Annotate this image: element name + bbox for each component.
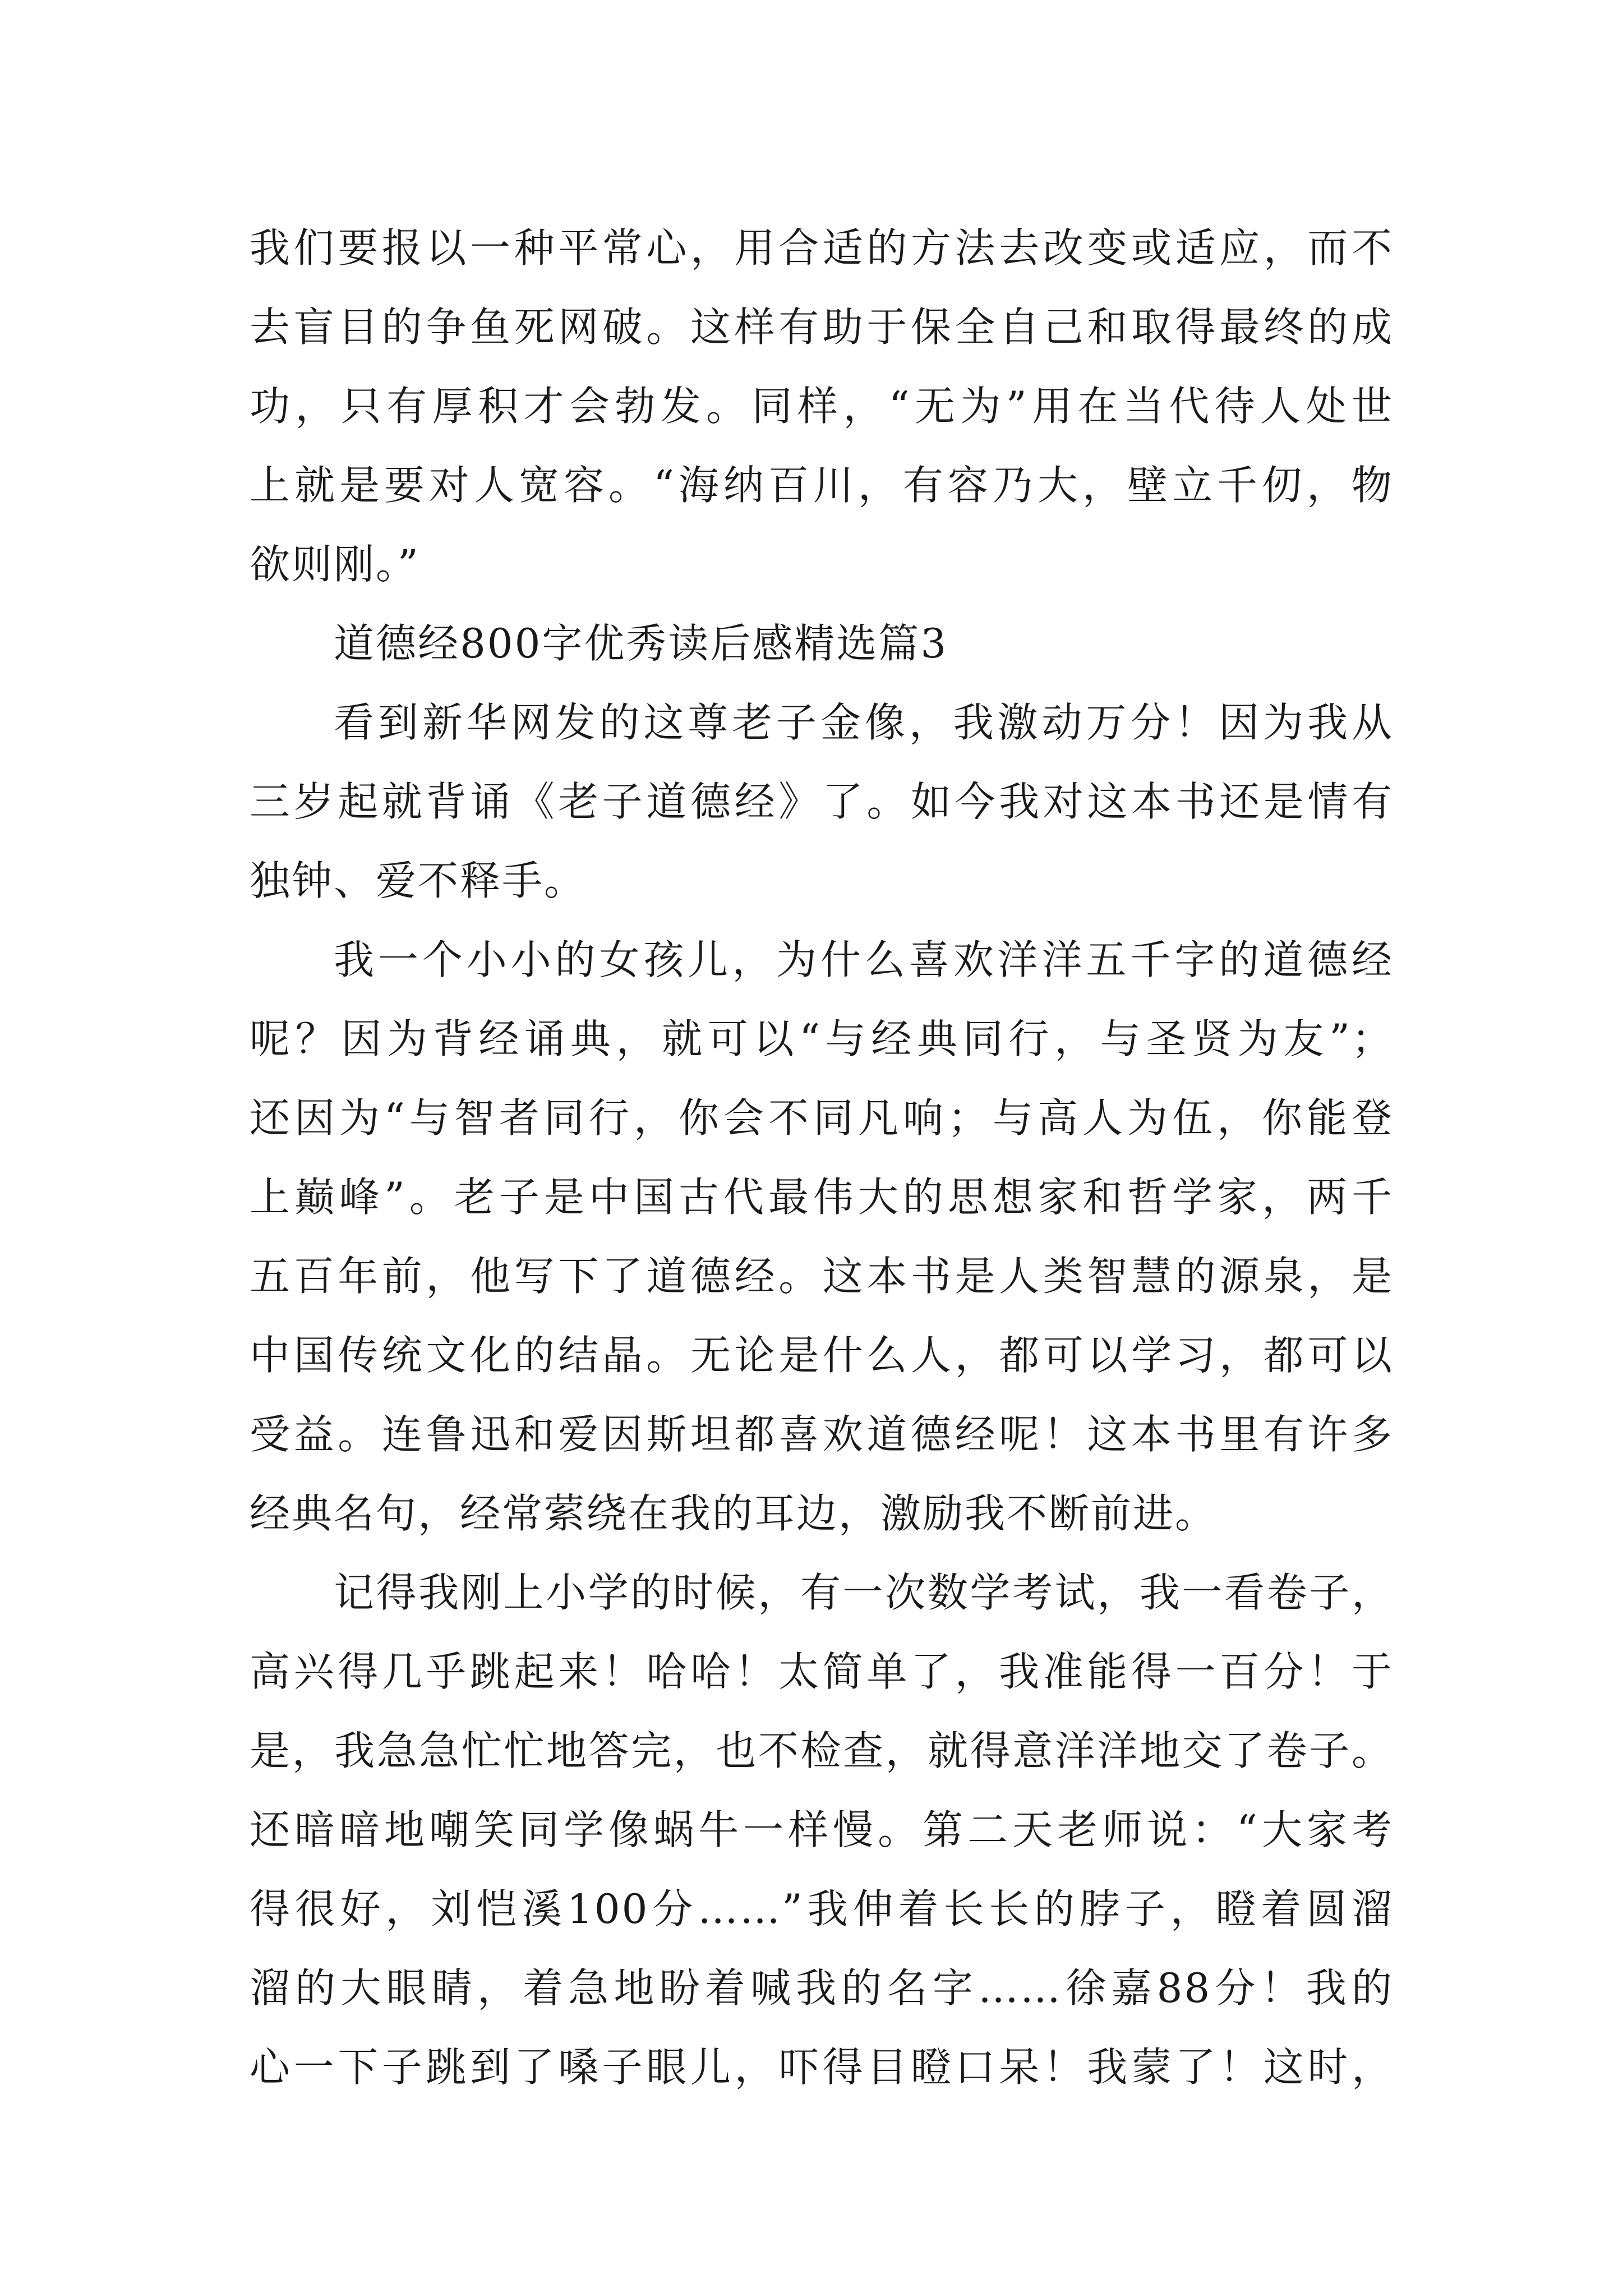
text-line: 去盲目的争鱼死网破。这样有助于保全自己和取得最终的成 [250,303,1394,351]
paragraph-3 [250,921,1394,1553]
text-line: 欲则刚。” [250,541,420,588]
text-line: 五百年前，他写下了道德经。这本书是人类智慧的源泉，是 [250,1253,1394,1300]
text-line: 我们要报以一种平常心，用合适的方法去改变或适应，而不 [250,224,1394,272]
text-line: 溜的大眼睛，着急地盼着喊我的名字……徐嘉88分！我的 [250,1964,1394,2012]
text-line: 呢？因为背经诵典，就可以“与经典同行，与圣贤为友”； [250,1015,1394,1062]
text-line: 上就是要对人宽容。“海纳百川，有容乃大，壁立千仞，物 [250,462,1394,509]
paragraph-4 [250,1553,1394,2107]
paragraph-2 [250,683,1394,921]
text-line: 经典名句，经常萦绕在我的耳边，激励我不断前进。 [250,1490,1218,1537]
text-line: 心一下子跳到了嗓子眼儿，吓得目瞪口呆！我蒙了！这时， [250,2044,1394,2091]
text-line: 三岁起就背诵《老子道德经》了。如今我对这本书还是情有 [250,778,1394,825]
document-body [250,209,1394,2107]
section-heading: 道德经800字优秀读后感精选篇3 [334,620,948,667]
paragraph-1 [250,209,1394,604]
text-line: 受益。连鲁迅和爱因斯坦都喜欢道德经呢！这本书里有许多 [250,1411,1394,1458]
text-line: 独钟、爱不释手。 [250,857,587,904]
text-line: 我一个小小的女孩儿，为什么喜欢洋洋五千字的道德经 [334,936,1394,983]
text-line: 得很好，刘恺溪100分……”我伸着长长的脖子，瞪着圆溜 [250,1885,1394,1932]
text-line: 记得我刚上小学的时候，有一次数学考试，我一看卷子， [334,1569,1394,1616]
text-line: 功，只有厚积才会勃发。同样，“无为”用在当代待人处世 [250,383,1394,430]
text-line: 高兴得几乎跳起来！哈哈！太简单了，我准能得一百分！于 [250,1648,1394,1695]
text-line: 还因为“与智者同行，你会不同凡响；与高人为伍，你能登 [250,1094,1394,1142]
text-line: 还暗暗地嘲笑同学像蜗牛一样慢。第二天老师说：“大家考 [250,1806,1394,1853]
text-line: 看到新华网发的这尊老子金像，我激动万分！因为我从 [334,699,1394,746]
text-line: 上巅峰”。老子是中国古代最伟大的思想家和哲学家，两千 [250,1174,1394,1221]
text-line: 是，我急急忙忙地答完，也不检查，就得意洋洋地交了卷子。 [250,1727,1394,1774]
text-line: 中国传统文化的结晶。无论是什么人，都可以学习，都可以 [250,1332,1394,1379]
